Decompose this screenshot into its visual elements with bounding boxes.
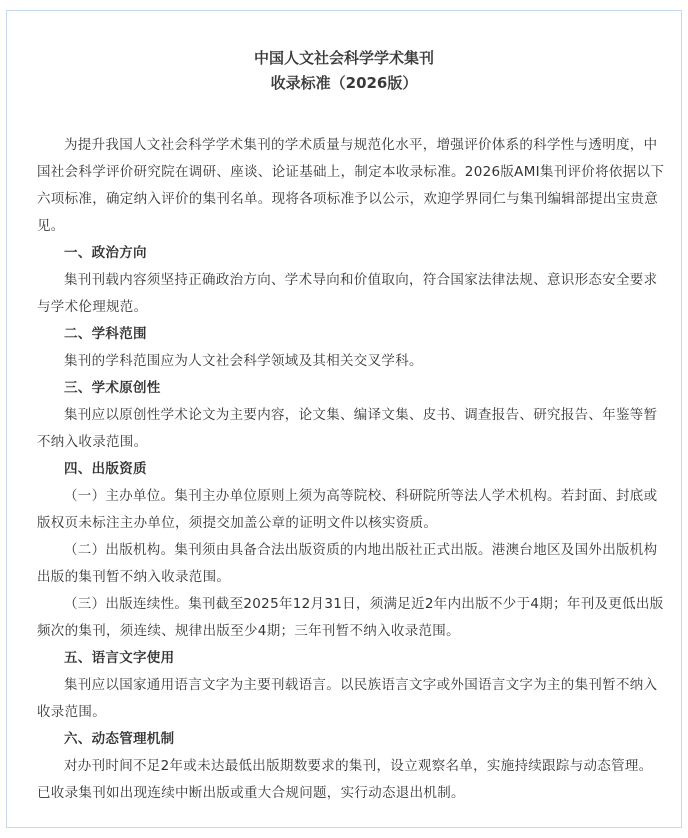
section-paragraph: 集刊应以原创性学术论文为主要内容，论文集、编译文集、皮书、调查报告、研究报告、年鉴等暂不纳入收录范围。 [37, 407, 658, 450]
section-paragraph: 集刊刊载内容须坚持正确政治方向、学术导向和价值取向，符合国家法律法规、意识形态安全要求与学术伦理规范。 [37, 272, 658, 315]
section-paragraph: 对办刊时间不足2年或未达最低出版期数要求的集刊，设立观察名单，实施持续跟踪与动态管理。已收录集刊如出现连续中断出版或重大合规问题，实行动态退出机制。 [37, 758, 653, 801]
section-heading-originality: 三、学术原创性 [64, 380, 161, 396]
section-paragraph: （二）出版机构。集刊须由具备合法出版资质的内地出版社正式出版。港澳台地区及国外出版机构出版的集刊暂不纳入收录范围。 [37, 542, 658, 585]
section-paragraph: （三）出版连续性。集刊截至2025年12月31日，须满足近2年内出版不少于4期；年刊及更低出版频次的集刊，须连续、规律出版至少4期；三年刊暂不纳入收录范围。 [37, 596, 664, 639]
document-subtitle: 收录标准（2026版） [270, 74, 418, 92]
section-paragraph: 集刊应以国家通用语言文字为主要刊载语言。以民族语言文字或外国语言文字为主的集刊暂不纳入收录范围。 [37, 677, 658, 720]
document-body [37, 132, 665, 807]
section-paragraph: （一）主办单位。集刊主办单位原则上须为高等院校、科研院所等法人学术机构。若封面、封底或版权页未标注主办单位，须提交加盖公章的证明文件以核实资质。 [37, 488, 658, 531]
section-heading-language-use: 五、语言文字使用 [64, 650, 175, 666]
section-paragraph: 集刊的学科范围应为人文社会科学领域及其相关交叉学科。 [64, 353, 423, 369]
section-heading-dynamic-management: 六、动态管理机制 [64, 731, 175, 747]
section-heading-political-direction: 一、政治方向 [64, 245, 147, 261]
section-heading-publishing-qualification: 四、出版资质 [64, 461, 147, 477]
document-title: 中国人文社会科学学术集刊 [253, 49, 434, 67]
section-heading-discipline-scope: 二、学科范围 [64, 326, 147, 342]
document-frame [6, 10, 682, 828]
intro-paragraph: 为提升我国人文社会科学学术集刊的学术质量与规范化水平，增强评价体系的科学性与透明度，中国社会科学评价研究院在调研、座谈、论证基础上，制定本收录标准。2026版AMI集刊评价将依据以下六项标准，确定纳入评价的集刊名单。现将各项标准予以公示，欢迎学界同仁与集刊编辑部提出宝贵意见。 [37, 137, 665, 234]
